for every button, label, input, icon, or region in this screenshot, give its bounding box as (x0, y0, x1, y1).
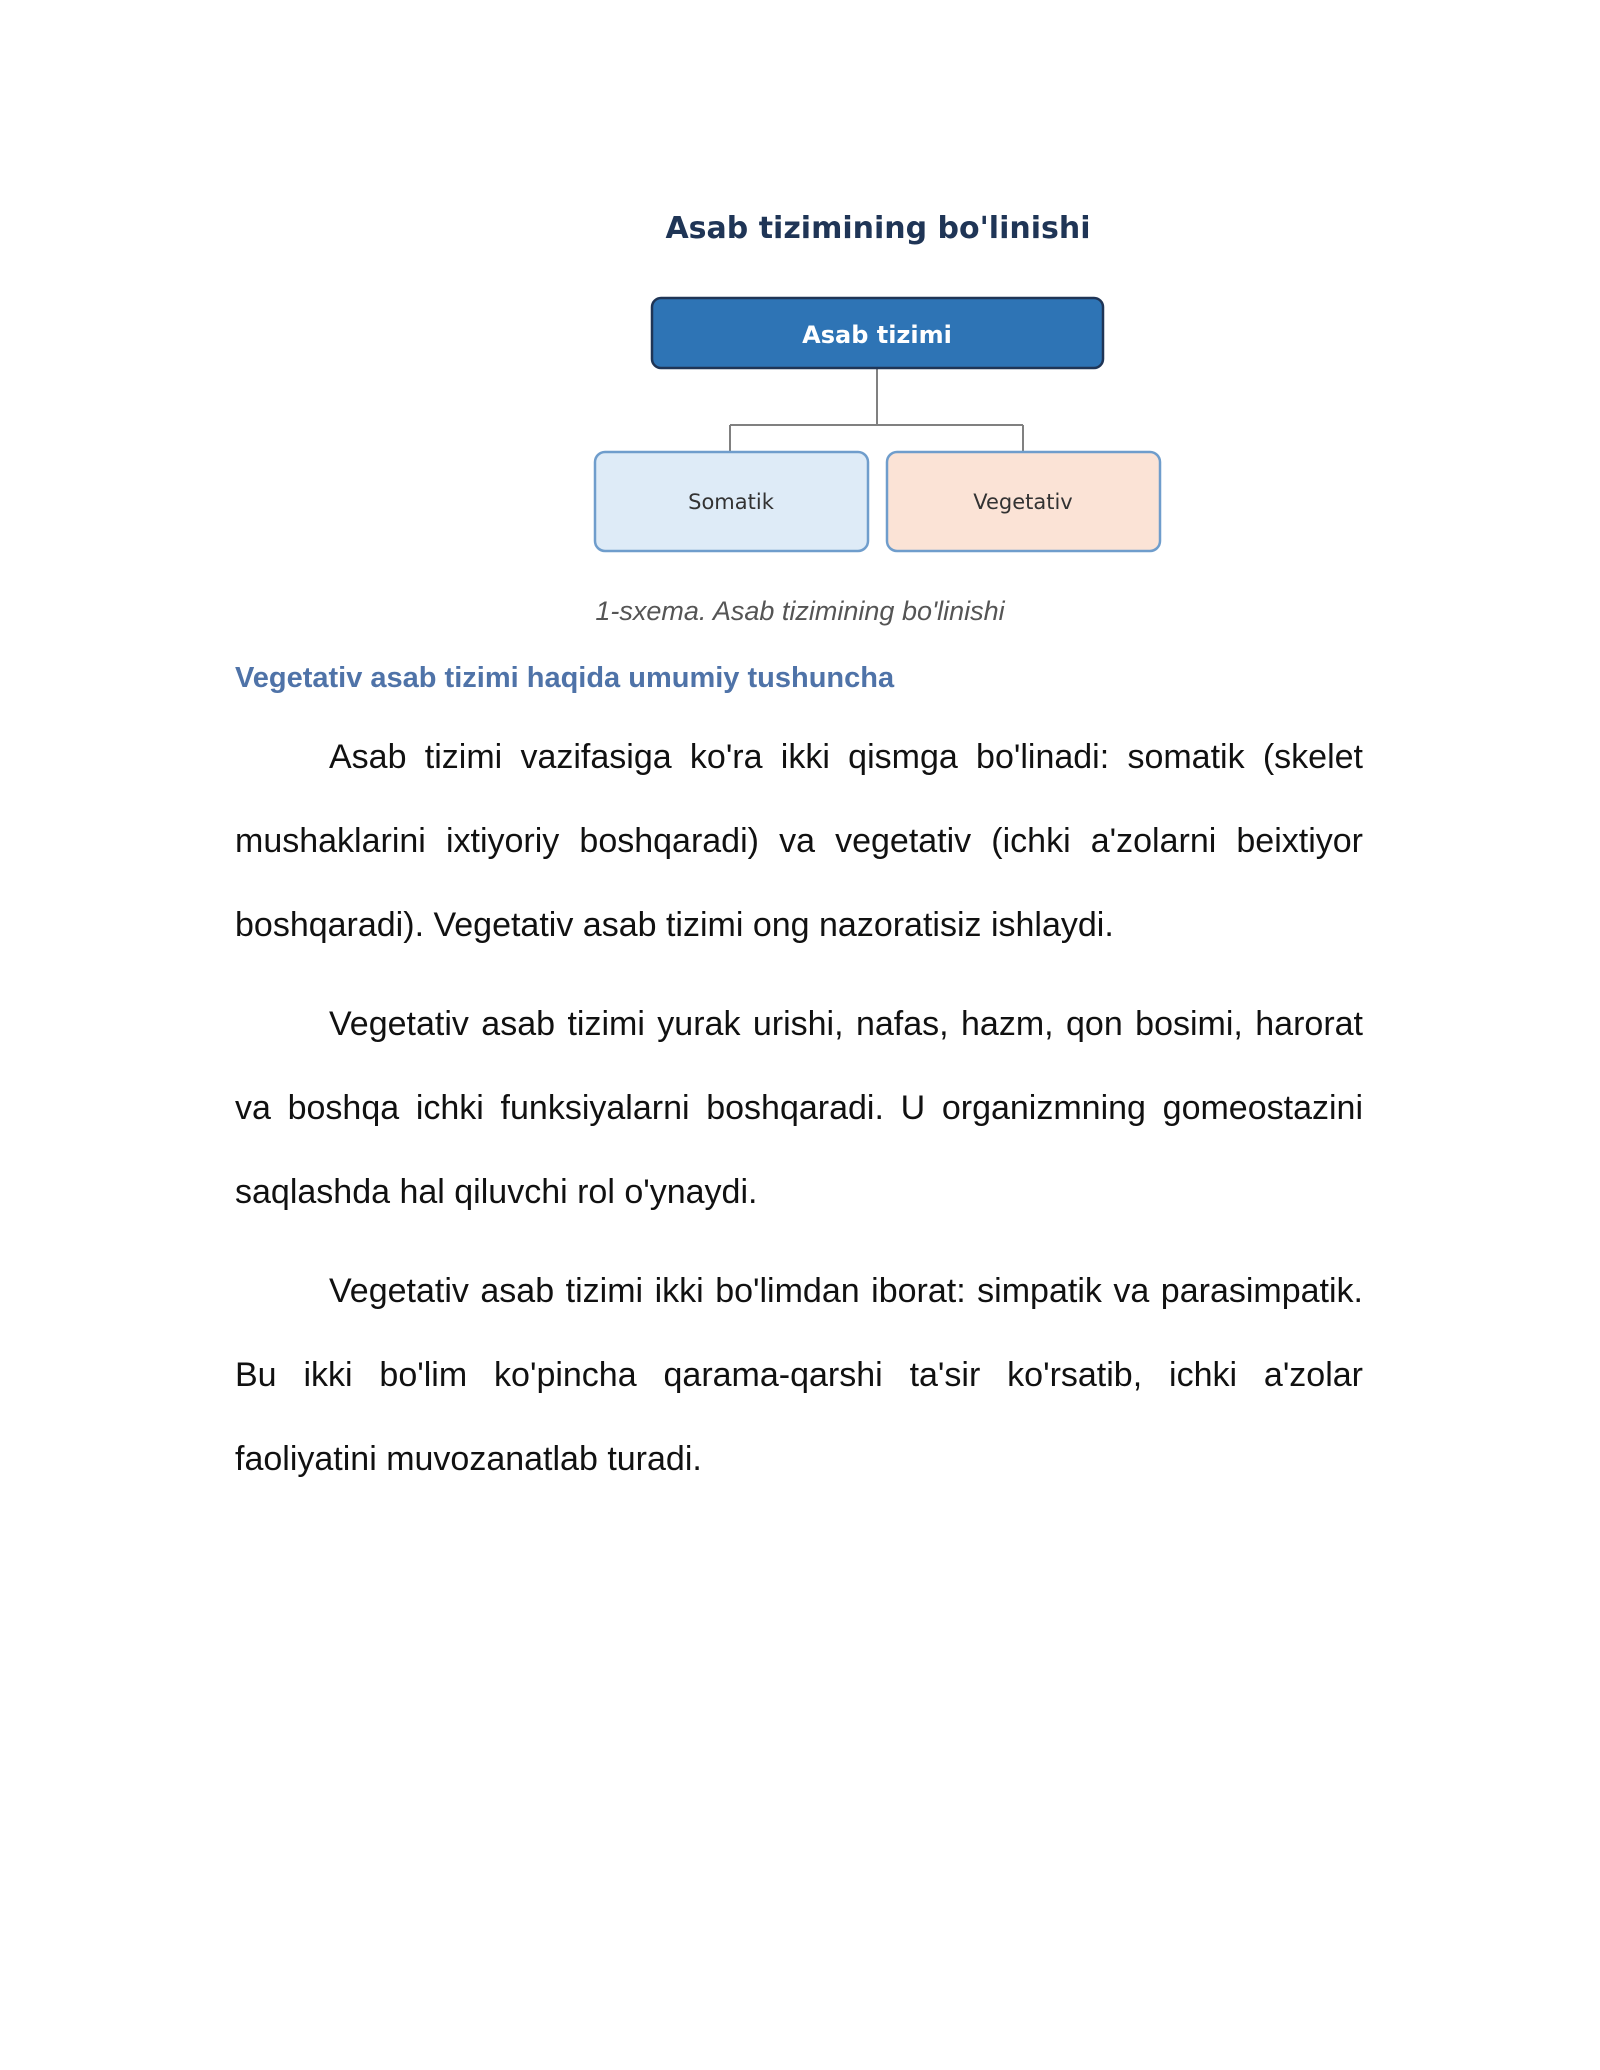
node-somatik (595, 452, 868, 551)
paragraph: Vegetativ asab tizimi ikki bo'limdan iborat: simpatik va parasimpatik. Bu ikki bo'lim ko'pincha qarama-qarshi ta'sir ko'rsatib, ichki a'zolar faoliyatini muvozanatlab turadi. (235, 1272, 1363, 1478)
node-vegetativ-label: Vegetativ (973, 490, 1073, 514)
diagram-connectors (730, 368, 1023, 451)
paragraph: Asab tizimi vazifasiga ko'ra ikki qismga bo'linadi: somatik (skelet mushaklarini ixtiyoriy boshqaradi) va vegetativ (ichki a'zolarni beixtiyor boshqaradi). Vegetativ asab tizimi ong nazoratisiz ishlaydi. (235, 738, 1363, 944)
node-somatik-label: Somatik (688, 490, 774, 514)
hierarchy-diagram (0, 0, 1600, 640)
diagram-title: Asab tizimining bo'linishi (665, 211, 1091, 246)
section-heading: Vegetativ asab tizimi haqida umumiy tushuncha (235, 662, 895, 694)
paragraph: Vegetativ asab tizimi yurak urishi, nafas, hazm, qon bosimi, harorat va boshqa ichki funksiyalarni boshqaradi. U organizmning gomeostazini saqlashda hal qiluvchi rol o'ynaydi. (235, 1005, 1363, 1211)
node-asab-tizimi-label: Asab tizimi (802, 321, 952, 349)
node-asab-tizimi (652, 298, 1103, 368)
diagram-canvas (0, 0, 1600, 640)
diagram-caption: 1-sxema. Asab tizimining bo'linishi (595, 596, 1005, 626)
body-text (235, 715, 1363, 1516)
node-vegetativ (887, 452, 1160, 551)
